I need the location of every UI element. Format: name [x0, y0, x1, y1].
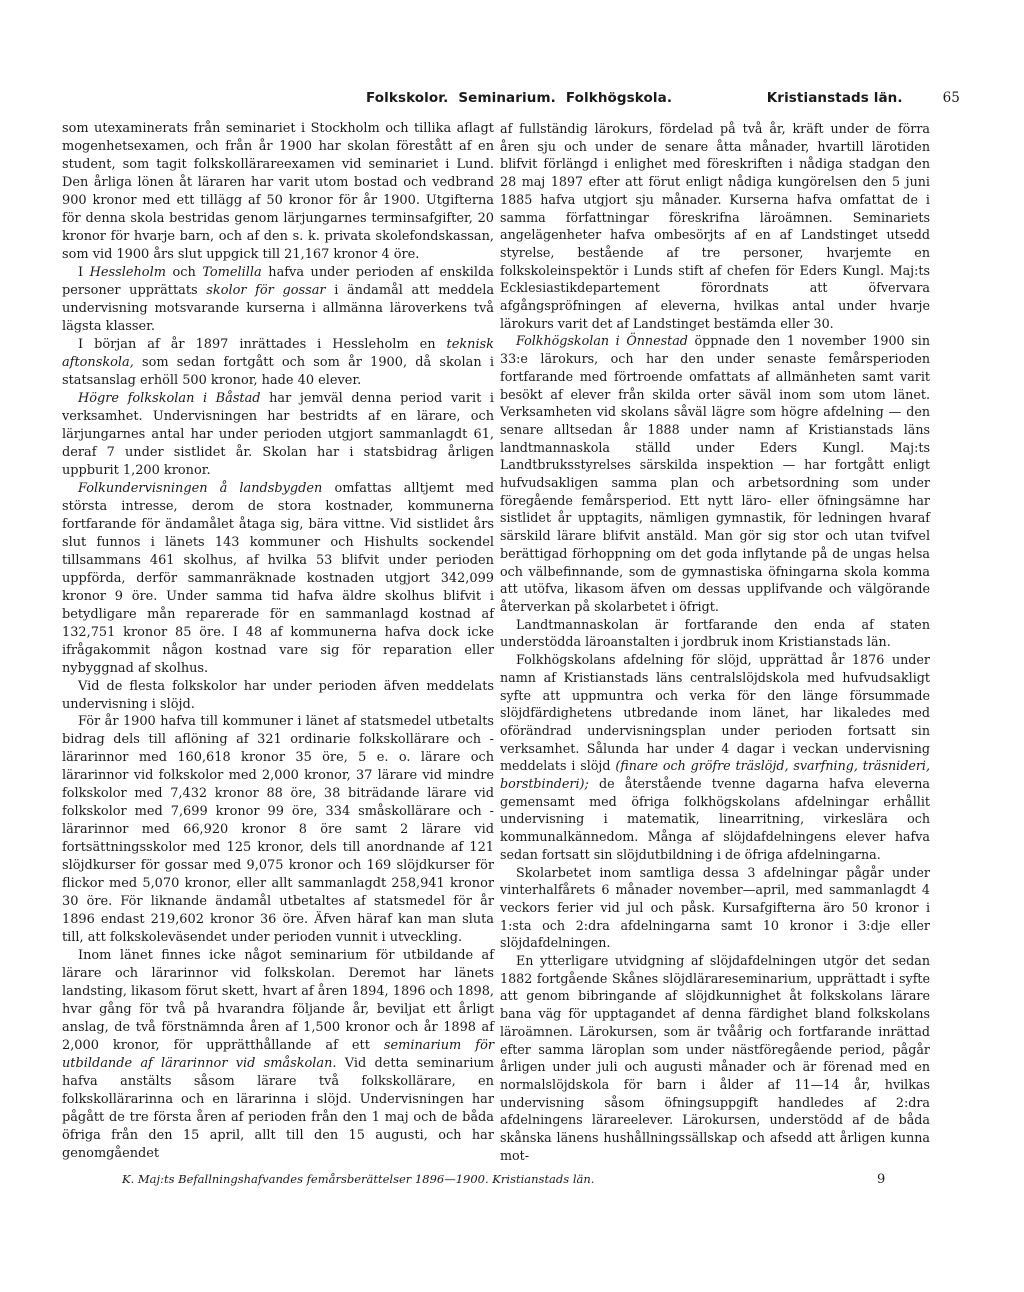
paragraph: som utexaminerats från seminariet i Stockholm och tillika aflagt mogenhetsexamen, och från år 1900 har skolan förestått af en student, som tagit folkskollärareexamen vid seminariet i Lund. Den årliga lönen åt läraren har varit utom bostad och vedbrand 900 kronor med ett tillägg af 50 kronor för år 1900. Utgifterna för denna skola bestridas genom lärjungarnes terminsafgifter, 20 kronor för hvarje barn, och af den s. k. privata skolefondskassan, som vid 1900 års slut uppgick till 21,167 kronor 4 öre.: [62, 121, 494, 262]
paragraph: För år 1900 hafva till kommuner i länet af statsmedel utbetalts bidrag dels till aflöning af 321 ordinarie folkskollärare och -lärarinnor med 160,618 kronor 35 öre, 5 e. o. lärare och lärarinnor vid folkskolor med 2,000 kronor, 37 lärare vid mindre folkskolor med 7,432 kronor 88 öre, 38 biträdande lärare vid folkskolor med 7,699 kronor 99 öre, 334 småskollärare och -lärarinnor med 66,920 kronor 8 öre samt 2 lärare vid fortsättningsskolor med 125 kronor, dels till anordnande af 121 slöjdkurser för gossar med 9,075 kronor och 169 slöjdkurser för flickor med 5,070 kronor, eller allt sammanlagdt 258,941 kronor 30 öre. För liknande ändamål utbetaltes af statsmedel för år 1896 endast 219,602 kronor 36 öre. Äfven häraf kan man sluta till, att folkskoleväsendet under perioden vunnit i utveckling.: [62, 714, 494, 946]
paragraph: Folkhögskolans afdelning för slöjd, upprättad år 1876 under namn af Kristianstads läns centralslöjdskola med hufvudsakligt syfte att uppmuntra och verka för den länge försummade slöjdfärdighetens utbredande inom länet, har likaledes med oförändrad undervisningsplan under perioden fortsatt sin verksamhet. Sålunda har under 4 dagar i veckan undervisning meddelats i slöjd (finare och gröfre träslöjd, svarfning, träsnideri, borstbinderi); de återstående tvenne dagarna hafva eleverna gemensamt med öfriga folkhögskolans afdelningar erhållit undervisning i matematik, linearritning, virkeslära och kommunalkännedom. Många af slöjdafdelningens elever hafva sedan fortsatt sin slöjdutbildning i de öfriga afdelningarna.: [500, 652, 930, 862]
running-head-county: Kristianstads län.: [766, 90, 903, 106]
paragraph: Vid de flesta folkskolor har under perioden äfven meddelats undervisning i slöjd.: [62, 678, 494, 712]
running-head-section-folkskolor: Folkskolor.: [366, 90, 449, 106]
page-footer: [122, 1172, 902, 1190]
running-head-section-seminarium: Seminarium.: [458, 90, 556, 106]
page-number: 65: [942, 90, 960, 106]
paragraph: Högre folkskolan i Båstad har jemväl denna period varit i verksamhet. Undervisningen har bestridts af en lärare, och lärjungarnes antal har under perioden utgjort sammanlagdt 61, deraf 7 under sistlidet år. Skolan har i statsbidrag årligen uppburit 1,200 kronor.: [62, 390, 494, 478]
paragraph: I början af år 1897 inrättades i Hessleholm en teknisk aftonskola, som sedan fortgått och som år 1900, då skolan i statsanslag erhöll 500 kronor, hade 40 elever.: [62, 336, 494, 388]
right-column: [500, 120, 930, 1164]
paragraph: Folkundervisningen å landsbygden omfattas alltjemt med största intresse, derom de stora kostnader, kommunerna fortfarande för ändamålet åtaga sig, bära vittne. Vid sistlidet års slut funnos i länets 143 kommuner och Hishults sockendel tillsammans 461 skolhus, af hvilka 53 blifvit under perioden uppförda, derför sammanräknade kostnaden utgjort 342,099 kronor 9 öre. Under samma tid hafva äldre skolhus blifvit i betydligare mån reparerade för en sammanlagd kostnad af 132,751 kronor 85 öre. I 48 af kommunerna hafva dock icke ifrågakommit någon kostnad vare sig för reparation eller nybyggnad af skolhus.: [62, 480, 494, 676]
running-head-section-folkhogskola: Folkhögskola.: [565, 90, 673, 106]
paragraph: En ytterligare utvidgning af slöjdafdelningen utgör det sedan 1882 fortgående Skånes slöjdlärareseminarium, upprättadt i syfte att genom bibringande af slöjdkunnighet åt folkskolans lärare bana väg för upptagandet af denna färdighet bland folkskolans läroämnen. Lärokursen, som är tvåårig och fortfarande inrättad efter samma läroplan som under nästföregående period, pågår årligen under juli och augusti månader och är förenad med en normalslöjdskola för barn i ålder af 11—14 år, hvilkas undervisning såsom öfningsuppgift handledes af 2:dra afdelningens lärareelever. Lärokursen, understödd af de båda skånska länens hushållningssällskap och afsedd att årligen kunna mot-: [500, 953, 930, 1163]
signature-mark: 9: [877, 1172, 886, 1187]
running-head: [366, 90, 960, 112]
footer-publication-line: K. Maj:ts Befallningshafvandes femårsberättelser 1896—1900. Kristianstads län.: [122, 1172, 595, 1186]
paragraph: Landtmannaskolan är fortfarande den enda af staten understödda läroanstalten i jordbruk inom Kristianstads län.: [500, 616, 930, 650]
paragraph: Skolarbetet inom samtliga dessa 3 afdelningar pågår under vinterhalfårets 6 månader november—april, med sammanlagdt 4 veckors ferier vid jul och påsk. Kursafgifterna äro 50 kronor i 1:sta och 2:dra afdelningarna samt 10 kronor i 3:dje eller slöjdafdelningen.: [500, 864, 930, 951]
paragraph: Folkhögskolan i Önnestad öppnade den 1 november 1900 sin 33:e lärokurs, och har den under senaste femårsperioden fortfarande med förtroende omfattats af allmänheten samt varit besökt af elever från skilda orter säväl inom som utom länet. Verksamheten vid skolans såväl lägre som högre afdelning — den senare alltsedan år 1888 under namn af Kristianstads läns landtmannaskola ställd under Eders Kungl. Maj:ts Landtbruksstyrelses särskilda inspektion — har fortgått enligt hufvudsakligen samma plan och arbetsordning som under föregående femårsperiod. Ett nytt läro- eller öfningsämne har sistlidet år upptagits, nämligen gymnastik, för ledningen hvaraf särskild lärare blifvit anstäld. Man gör sig stor och utan tvifvel berättigad förhoppning om det goda inflytande på de ungas helsa och välbefinnande, som de gymnastiska öfningarna skola komma att utöfva, likasom äfven om dessas upplifvande och välgörande återverkan på skolarbetet i öfrigt.: [500, 333, 930, 614]
paragraph: I Hessleholm och Tomelilla hafva under perioden af enskilda personer upprättats skolor för gossar i ändamål att meddela undervisning motsvarande kurserna i allmänna läroverkens två lägsta klasser.: [62, 264, 495, 334]
left-column: [62, 120, 494, 1163]
paragraph: af fullständig lärokurs, fördelad på två år, kräft under de förra åren sju och under de senare åtta månader, hvartill lärotiden blifvit förlängd i enlighet med föreskriften i nådiga stadgan den 28 maj 1897 efter att förut enligt nådiga kungörelsen den 5 juni 1885 hafva utgjort sju månader. Kurserna hafva omfattat de i samma författningar föreskrifna läroämnen. Seminariets angelägenheter hafva ombesörjts af en af Landstinget utsedd styrelse, bestående af tre personer, hvarjemte en folkskoleinspektör i Lunds stift af chefen för Eders Kungl. Maj:ts Ecklesiastikdepartement förordnats att öfvervara afgångspröfningen af eleverna, hvilkas antal under hvarje lärokurs varit det af Landstinget bestämda eller 30.: [500, 121, 930, 331]
paragraph: Inom länet finnes icke något seminarium för utbildande af lärare och lärarinnor vid folkskolan. Deremot har länets landsting, likasom förut skett, hvart af åren 1894, 1896 och 1898, hvar gång för två på hvarandra följande år, beviljat ett årligt anslag, de två förstnämnda åren af 1,500 kronor och år 1898 af 2,000 kronor, för upprätthållande af ett seminarium för utbildande af lärarinnor vid småskolan. Vid detta seminarium hafva anstälts såsom lärare två folkskollärare, en folkskollärarinna och en lärarinna i slöjd. Undervisningen har pågått de tre första åren af perioden från den 1 maj och de båda öfriga från den 15 april, allt till den 15 augusti, och har genomgåendet: [62, 948, 494, 1162]
